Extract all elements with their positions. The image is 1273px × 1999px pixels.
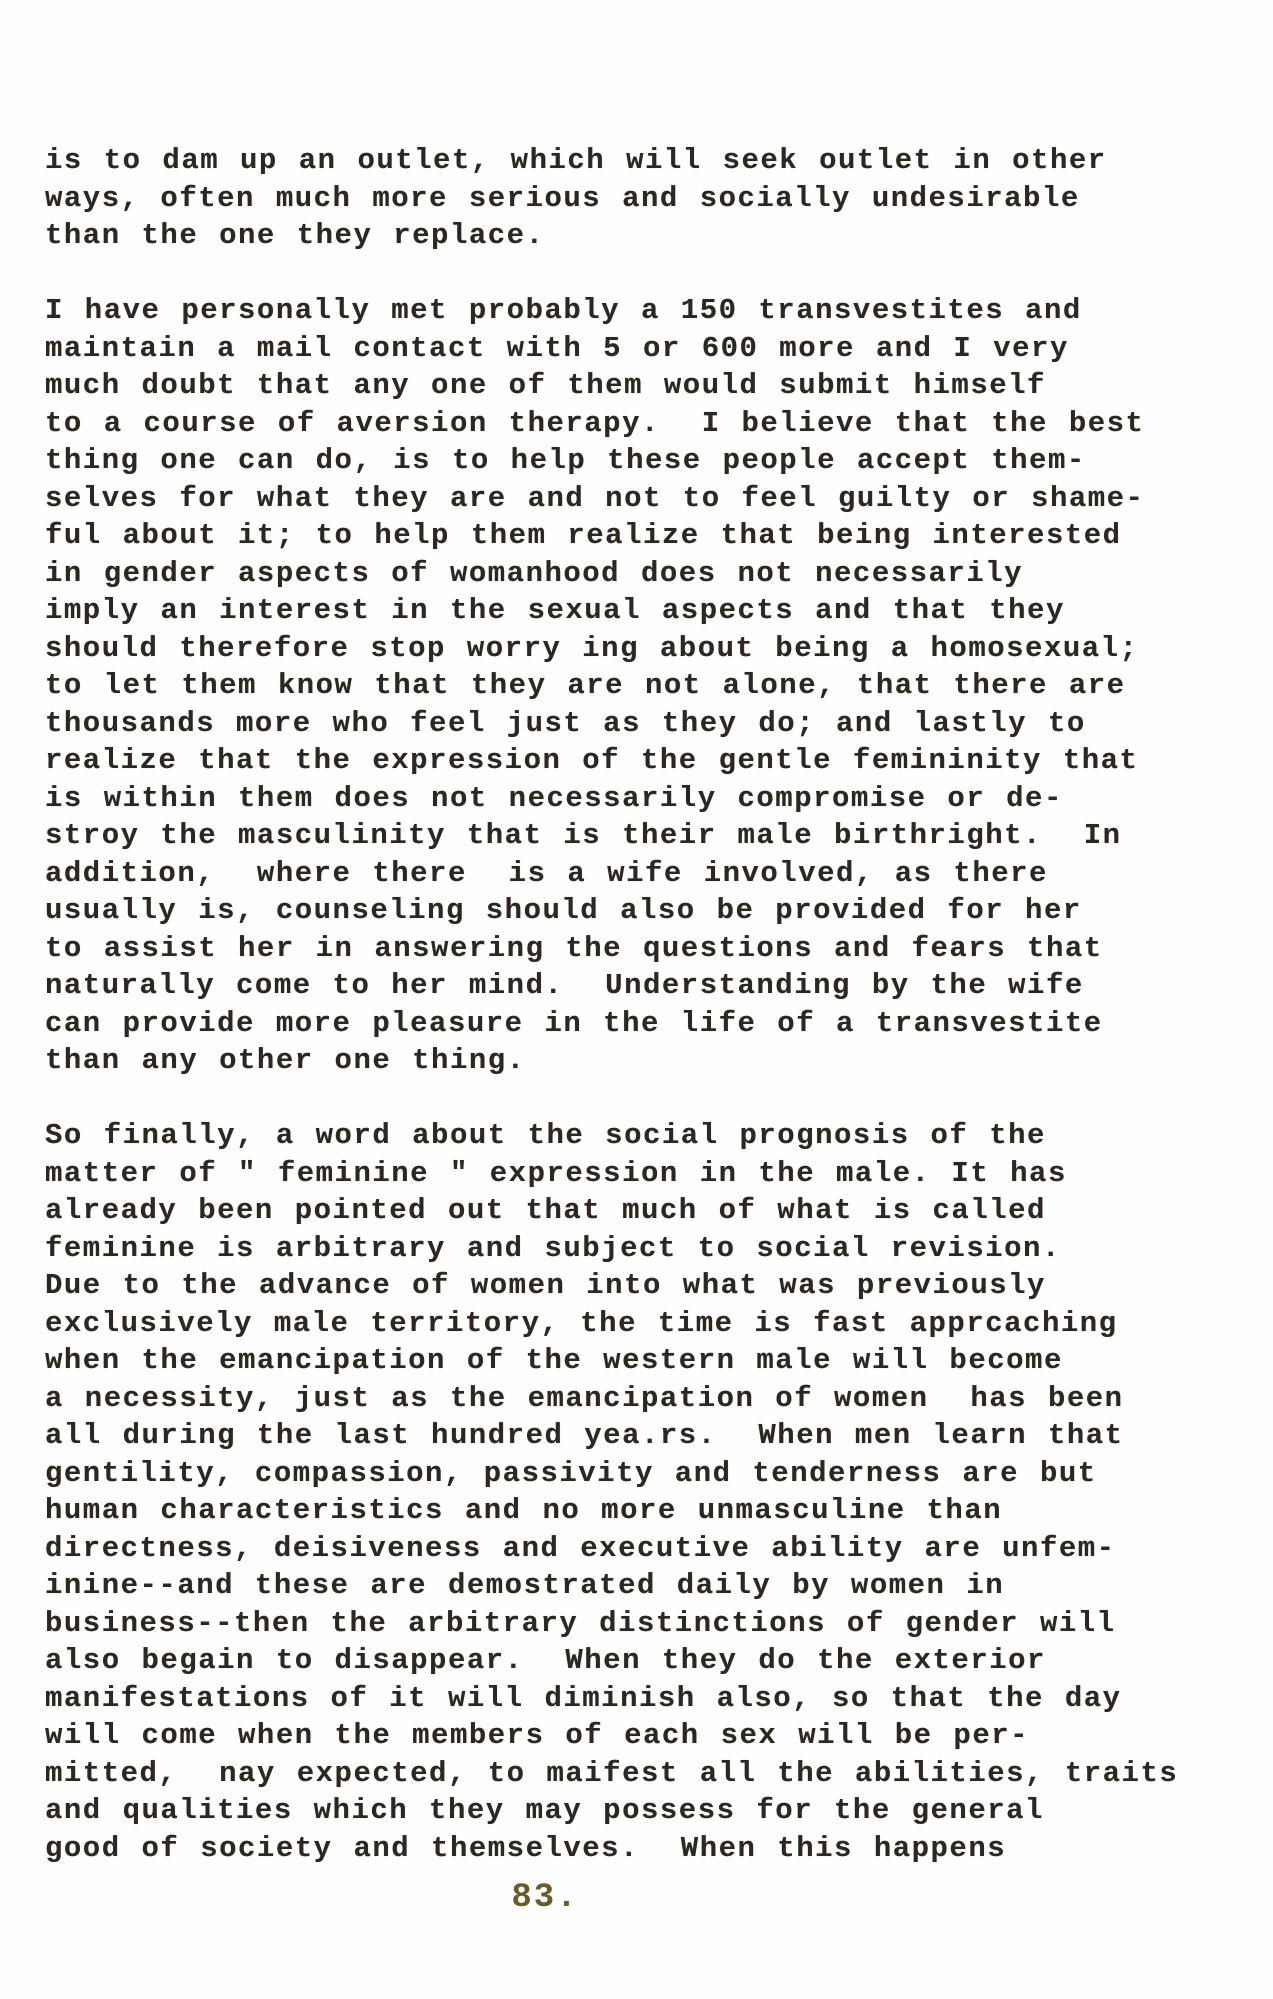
text-line: to assist her in answering the questions and fears that bbox=[45, 931, 1103, 965]
text-line: human characteristics and no more unmasculine than bbox=[45, 1494, 1003, 1527]
text-line: So finally, a word about the social prognosis of the bbox=[45, 1119, 1046, 1152]
text-line: and qualities which they may possess for the general bbox=[45, 1794, 1044, 1827]
text-line: addition, where there is a wife involved, as there bbox=[45, 856, 1048, 890]
paragraph bbox=[45, 1117, 1205, 1867]
text-line: is to dam up an outlet, which will seek outlet in other bbox=[45, 144, 1107, 177]
paragraph bbox=[45, 142, 1205, 255]
text-line: in gender aspects of womanhood does not necessarily bbox=[45, 556, 1024, 590]
text-line: good of society and themselves. When this happens bbox=[45, 1831, 1007, 1865]
text-line: also begain to disappear. When they do the exterior bbox=[45, 1644, 1046, 1677]
text-line: to let them know that they are not alone, that there are bbox=[45, 669, 1126, 702]
text-line: to a course of aversion therapy. I believe that the best bbox=[45, 406, 1145, 440]
text-line: when the emancipation of the western male will become bbox=[45, 1344, 1063, 1377]
typewritten-text-block bbox=[45, 142, 1205, 1867]
text-line: usually is, counseling should also be provided for her bbox=[45, 894, 1082, 927]
text-line: feminine is arbitrary and subject to social revision. bbox=[45, 1231, 1061, 1265]
text-line: inine--and these are demostrated daily by women in bbox=[45, 1569, 1005, 1602]
text-line: maintain a mail contact with 5 or 600 more and I very bbox=[45, 331, 1069, 365]
text-line: I have personally met probably a 150 transvestites and bbox=[45, 294, 1082, 327]
text-line: a necessity, just as the emancipation of women has been bbox=[45, 1381, 1124, 1415]
text-line: much doubt that any one of them would submit himself bbox=[45, 369, 1046, 402]
text-line: naturally come to her mind. Understanding by the wife bbox=[45, 969, 1084, 1002]
text-line: manifestations of it will diminish also, so that the day bbox=[45, 1681, 1122, 1715]
text-line: all during the last hundred yea.rs. When men learn that bbox=[45, 1419, 1124, 1452]
text-line: ful about it; to help them realize that being interested bbox=[45, 519, 1122, 552]
text-line: stroy the masculinity that is their male birthright. In bbox=[45, 819, 1122, 852]
text-line: thousands more who feel just as they do; and lastly to bbox=[45, 706, 1086, 740]
text-line: can provide more pleasure in the life of a transvestite bbox=[45, 1006, 1103, 1040]
text-line: than the one they replace. bbox=[45, 219, 545, 252]
text-line: is within them does not necessarily compromise or de- bbox=[45, 781, 1063, 815]
text-line: Due to the advance of women into what was previously bbox=[45, 1269, 1046, 1302]
text-line: exclusively male territory, the time is fast apprcaching bbox=[45, 1306, 1118, 1340]
text-line: ways, often much more serious and socially undesirable bbox=[45, 181, 1080, 215]
text-line: selves for what they are and not to feel guilty or shame- bbox=[45, 481, 1145, 515]
paragraph bbox=[45, 292, 1205, 1080]
text-line: should therefore stop worry ing about being a homosexual; bbox=[45, 631, 1139, 665]
page-number: 83. bbox=[511, 1879, 579, 1917]
text-line: matter of " feminine " expression in the male. It has bbox=[45, 1156, 1067, 1190]
text-line: will come when the members of each sex will be per- bbox=[45, 1719, 1030, 1752]
text-line: gentility, compassion, passivity and tenderness are but bbox=[45, 1456, 1097, 1490]
text-line: thing one can do, is to help these people accept them- bbox=[45, 444, 1086, 477]
text-line: business--then the arbitrary distinctions of gender will bbox=[45, 1606, 1116, 1640]
text-line: than any other one thing. bbox=[45, 1044, 526, 1077]
text-line: mitted, nay expected, to maifest all the abilities, traits bbox=[45, 1756, 1179, 1790]
text-line: realize that the expression of the gentle femininity that bbox=[45, 744, 1139, 777]
text-line: imply an interest in the sexual aspects and that they bbox=[45, 594, 1065, 627]
text-line: already been pointed out that much of what is called bbox=[45, 1194, 1046, 1227]
text-line: directness, deisiveness and executive ability are unfem- bbox=[45, 1531, 1116, 1565]
